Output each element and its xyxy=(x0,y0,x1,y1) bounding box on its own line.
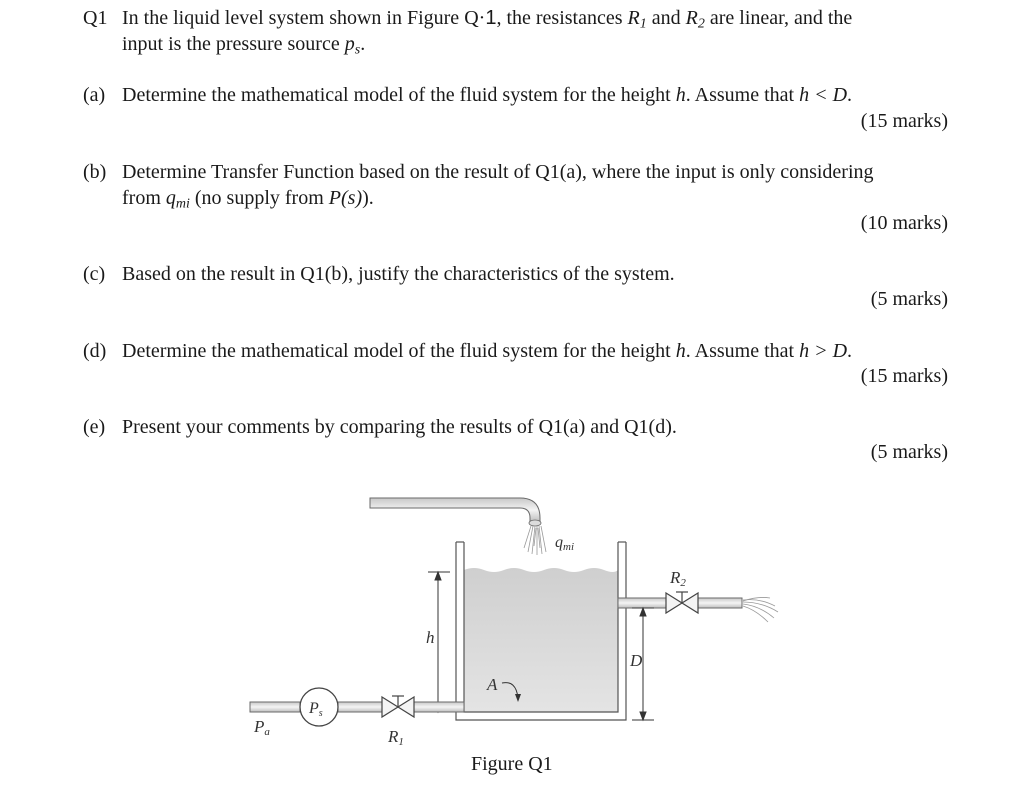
question-intro-line-1 xyxy=(122,6,852,30)
liquid-level-figure xyxy=(240,480,800,790)
valve-r2 xyxy=(666,592,698,613)
part-b-line-1: Determine Transfer Function based on the result of Q1(a), where the input is only considering xyxy=(122,161,874,183)
part-c-marks: (5 marks) xyxy=(870,288,948,310)
intro-figure-number: 1 xyxy=(485,7,497,29)
intro-line2-pre: input is the pressure source xyxy=(122,33,345,55)
intro-r1-symbol xyxy=(627,7,647,32)
figure-caption: Figure Q1 xyxy=(471,753,553,775)
question-intro-line-2 xyxy=(122,32,365,56)
intro-r2-letter: R xyxy=(685,7,698,29)
part-b-line2-mid: (no supply from xyxy=(189,187,329,209)
intro-text-mid: , the resistances xyxy=(496,7,628,29)
outflow-spray xyxy=(743,597,778,622)
intro-r2-symbol xyxy=(685,7,705,32)
part-a-text-pre: Determine the mathematical model of the fluid system for the height xyxy=(122,84,676,106)
part-b-ps-symbol: P(s) xyxy=(328,187,363,209)
part-a-text xyxy=(122,83,852,107)
part-a-text-mid: . Assume that xyxy=(685,84,800,106)
intro-dot: · xyxy=(478,7,486,29)
figure-a-label: A xyxy=(487,675,498,694)
intro-ps-letter: p xyxy=(344,33,355,55)
intro-ps-symbol xyxy=(344,33,361,58)
figure-r2-label: R2 xyxy=(670,568,686,589)
part-a-text-post: . xyxy=(847,84,853,106)
intro-ps-subscript: s xyxy=(354,42,361,58)
part-b-line2-pre: from xyxy=(122,187,166,209)
intro-text-pre: In the liquid level system shown in Figure Q xyxy=(122,7,479,29)
part-d-text-pre: Determine the mathematical model of the fluid system for the height xyxy=(122,340,676,362)
part-b-q-subscript: mi xyxy=(175,196,190,212)
part-a-condition: h < D xyxy=(799,84,848,106)
part-d-text xyxy=(122,339,852,363)
part-d-h: h xyxy=(675,340,686,362)
part-b-label: (b) xyxy=(83,161,107,183)
figure-ps-label: Ps xyxy=(309,700,323,719)
part-d-label: (d) xyxy=(83,340,107,362)
part-d-condition: h > D xyxy=(799,340,848,362)
intro-r1-subscript: 1 xyxy=(639,16,647,32)
inlet-pipe xyxy=(250,702,464,712)
liquid-level-diagram xyxy=(240,480,800,790)
supply-pipe xyxy=(370,498,541,526)
part-a-label: (a) xyxy=(83,84,106,106)
figure-qmi-label: qmi xyxy=(555,534,574,553)
figure-h-label: h xyxy=(426,628,435,647)
question-number: Q1 xyxy=(83,7,108,29)
valve-r1 xyxy=(382,696,414,717)
pressure-source xyxy=(300,688,338,726)
part-d-text-mid: . Assume that xyxy=(685,340,800,362)
intro-text-post: are linear, and the xyxy=(704,7,853,29)
part-e-text: Present your comments by comparing the results of Q1(a) and Q1(d). xyxy=(122,416,677,438)
figure-r1-label: R1 xyxy=(388,727,404,748)
figure-d-label: D xyxy=(630,651,643,670)
part-e-label: (e) xyxy=(83,416,106,438)
inflow-spray xyxy=(524,526,546,555)
part-c-text: Based on the result in Q1(b), justify the characteristics of the system. xyxy=(122,263,675,285)
intro-r2-subscript: 2 xyxy=(697,16,705,32)
part-c-label: (c) xyxy=(83,263,106,285)
intro-line2-post: . xyxy=(360,33,366,55)
part-b-line-2 xyxy=(122,186,374,210)
figure-pa-label: Pa xyxy=(254,717,270,738)
part-a-marks: (15 marks) xyxy=(860,110,948,132)
part-e-marks: (5 marks) xyxy=(870,441,948,463)
part-d-text-post: . xyxy=(847,340,853,362)
intro-r1-letter: R xyxy=(627,7,640,29)
part-d-marks: (15 marks) xyxy=(860,365,948,387)
part-a-h: h xyxy=(675,84,686,106)
part-b-marks: (10 marks) xyxy=(860,212,948,234)
part-b-line2-post: ). xyxy=(362,187,374,209)
intro-and: and xyxy=(646,7,686,29)
part-b-qmi-symbol xyxy=(165,187,190,212)
part-b-q-letter: q xyxy=(165,187,176,209)
